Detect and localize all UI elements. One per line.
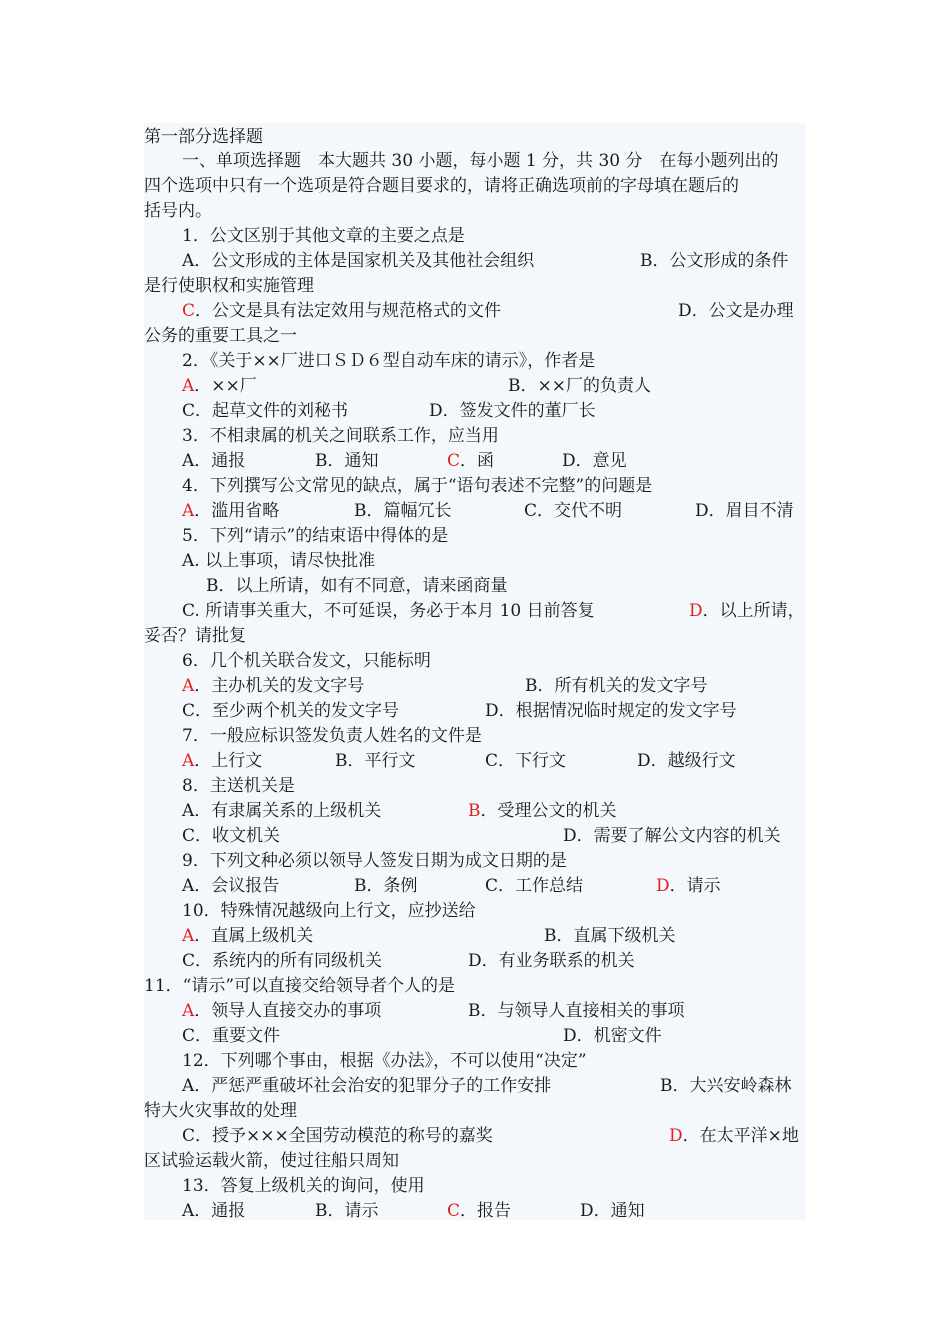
option-d-continuation: 妥否？请批复: [144, 626, 246, 646]
option-c-text: ．公文是具有法定效用与规范格式的文件: [195, 301, 502, 321]
option-c: [182, 299, 501, 323]
instructions-line-2: 四个选项中只有一个选项是符合题目要求的，请将正确选项前的字母填在题后的: [144, 176, 739, 196]
answer-letter: D: [689, 601, 703, 621]
question-stem: 11．“请示”可以直接交给领导者个人的是: [144, 976, 456, 996]
option-row: [144, 949, 806, 973]
option-row: [144, 699, 806, 723]
option-a: A．通报: [182, 1201, 246, 1221]
option-b: B．请示: [315, 1201, 379, 1221]
option-row: [144, 1074, 806, 1098]
option-row: [144, 374, 806, 398]
option-b-continuation: 特大火灾事故的处理: [144, 1101, 297, 1121]
option-b: B．以上所请，如有不同意，请来函商量: [206, 576, 508, 596]
option-c: C．授予×××全国劳动模范的称号的嘉奖: [182, 1126, 493, 1146]
option-d: D．有业务联系的机关: [468, 951, 635, 971]
option-d-continuation: 公务的重要工具之一: [144, 326, 297, 346]
answer-letter: C: [182, 301, 196, 321]
option-a-text: ．上行文: [194, 751, 263, 771]
instructions-line-1: 一、单项选择题 本大题共 30 小题，每小题 1 分，共 30 分 在每小题列出的: [182, 151, 779, 171]
part-title: [144, 125, 263, 149]
option-c: [447, 1199, 511, 1223]
option-d: D．签发文件的董厂长: [429, 401, 596, 421]
option-a: [182, 999, 381, 1023]
option-row: [144, 999, 806, 1023]
answer-letter: A: [182, 501, 195, 521]
option-b: B．大兴安岭森林: [660, 1076, 792, 1096]
question-stem: 4．下列撰写公文常见的缺点，属于“语句表述不完整”的问题是: [182, 476, 653, 496]
option-row: [144, 824, 806, 848]
option-b: B．直属下级机关: [544, 926, 676, 946]
option-a-text: ．主办机关的发文字号: [194, 676, 365, 696]
option-a: [182, 374, 257, 398]
answer-letter: A: [182, 751, 195, 771]
option-a: [182, 924, 313, 948]
part-title-text: 第一部分选择题: [144, 127, 263, 147]
option-row: [144, 874, 806, 898]
option-a: A．有隶属关系的上级机关: [182, 801, 382, 821]
option-a: A．会议报告: [182, 876, 280, 896]
option-c: C．起草文件的刘秘书: [182, 401, 349, 421]
option-b: B．通知: [315, 451, 379, 471]
option-d: D．意见: [562, 451, 627, 471]
option-d-continuation: 区试验运载火箭，使过往船只周知: [144, 1151, 399, 1171]
answer-letter: A: [182, 376, 195, 396]
option-row: [144, 1199, 806, 1223]
option-c: [447, 449, 494, 473]
option-d: [656, 874, 721, 898]
option-b-text: ．受理公文的机关: [480, 801, 617, 821]
option-c: C. 所请事关重大，不可延误，务必于本月 10 日前答复: [182, 601, 595, 621]
option-b: B．平行文: [335, 751, 416, 771]
question-stem: 3．不相隶属的机关之间联系工作，应当用: [182, 426, 499, 446]
option-row: [144, 499, 806, 523]
question-stem: 6．几个机关联合发文，只能标明: [182, 651, 431, 671]
option-row: [144, 1124, 806, 1148]
answer-letter: A: [182, 676, 195, 696]
answer-letter: D: [669, 1126, 683, 1146]
option-d: D．通知: [580, 1201, 645, 1221]
option-row: [144, 449, 806, 473]
option-d: D．眉目不清: [695, 501, 794, 521]
option-row: [144, 299, 806, 323]
option-a: A．公文形成的主体是国家机关及其他社会组织: [182, 251, 535, 271]
question-stem: 5．下列“请示”的结束语中得体的是: [182, 526, 449, 546]
option-row: [144, 799, 806, 823]
question-stem: 2．《关于××厂进口ＳＤ６型自动车床的请示》，作者是: [182, 351, 596, 371]
option-row: [144, 1024, 806, 1048]
option-row: [144, 749, 806, 773]
option-a-text: ．直属上级机关: [194, 926, 314, 946]
question-stem: 7．一般应标识签发负责人姓名的文件是: [182, 726, 482, 746]
option-b: B．条例: [354, 876, 418, 896]
option-d: [689, 599, 805, 623]
option-d: D．公文是办理: [678, 301, 794, 321]
option-a: [182, 499, 279, 523]
option-b: B．与领导人直接相关的事项: [468, 1001, 685, 1021]
question-stem: 8．主送机关是: [182, 776, 295, 796]
option-a-text: ．领导人直接交办的事项: [194, 1001, 382, 1021]
option-d: D．越级行文: [637, 751, 736, 771]
option-d: D．需要了解公文内容的机关: [563, 826, 781, 846]
option-c: C．下行文: [485, 751, 567, 771]
option-c: C．交代不明: [524, 501, 623, 521]
option-b-continuation: 是行使职权和实施管理: [144, 276, 314, 296]
option-a-text: ．××厂: [194, 376, 257, 396]
option-b: B．所有机关的发文字号: [525, 676, 708, 696]
option-d-text: ．在太平洋×地: [682, 1126, 799, 1146]
option-d-text: ．请示: [669, 876, 721, 896]
option-d: D．根据情况临时规定的发文字号: [485, 701, 737, 721]
answer-letter: B: [468, 801, 481, 821]
option-c-text: ．函: [460, 451, 495, 471]
answer-letter: C: [447, 451, 461, 471]
option-row: [144, 674, 806, 698]
option-a-text: ．滥用省略: [194, 501, 280, 521]
option-row: [144, 924, 806, 948]
option-b: B．××厂的负责人: [508, 376, 651, 396]
question-stem: 12．下列哪个事由，根据《办法》，不可以使用“决定”: [182, 1051, 587, 1071]
option-d: [669, 1124, 799, 1148]
answer-letter: A: [182, 926, 195, 946]
option-c: C．至少两个机关的发文字号: [182, 701, 400, 721]
answer-letter: D: [656, 876, 670, 896]
option-a: A. 以上事项，请尽快批准: [182, 551, 376, 571]
option-c: C．收文机关: [182, 826, 281, 846]
option-c: C．工作总结: [485, 876, 584, 896]
answer-letter: A: [182, 1001, 195, 1021]
option-b: B．篇幅冗长: [354, 501, 452, 521]
option-a: A．严惩严重破坏社会治安的犯罪分子的工作安排: [182, 1076, 552, 1096]
option-row: [144, 249, 806, 273]
option-row: [144, 599, 806, 623]
option-a: [182, 674, 364, 698]
option-row: [144, 399, 806, 423]
question-stem: 10．特殊情况越级向上行文，应抄送给: [182, 901, 476, 921]
instructions-line-3: 括号内。: [144, 201, 212, 221]
question-stem: 13．答复上级机关的询问，使用: [182, 1176, 425, 1196]
option-c-text: ．报告: [460, 1201, 512, 1221]
option-d: D．机密文件: [563, 1026, 662, 1046]
option-c: C．系统内的所有同级机关: [182, 951, 383, 971]
question-stem: 9．下列文种必须以领导人签发日期为成文日期的是: [182, 851, 567, 871]
option-a: [182, 749, 262, 773]
question-section: [144, 123, 806, 1220]
option-d-text: ．以上所请，: [702, 601, 805, 621]
answer-letter: C: [447, 1201, 461, 1221]
option-c: C．重要文件: [182, 1026, 281, 1046]
option-b: B．公文形成的条件: [640, 251, 789, 271]
option-a: A．通报: [182, 451, 246, 471]
question-stem: 1．公文区别于其他文章的主要之点是: [182, 226, 465, 246]
option-b: [468, 799, 617, 823]
